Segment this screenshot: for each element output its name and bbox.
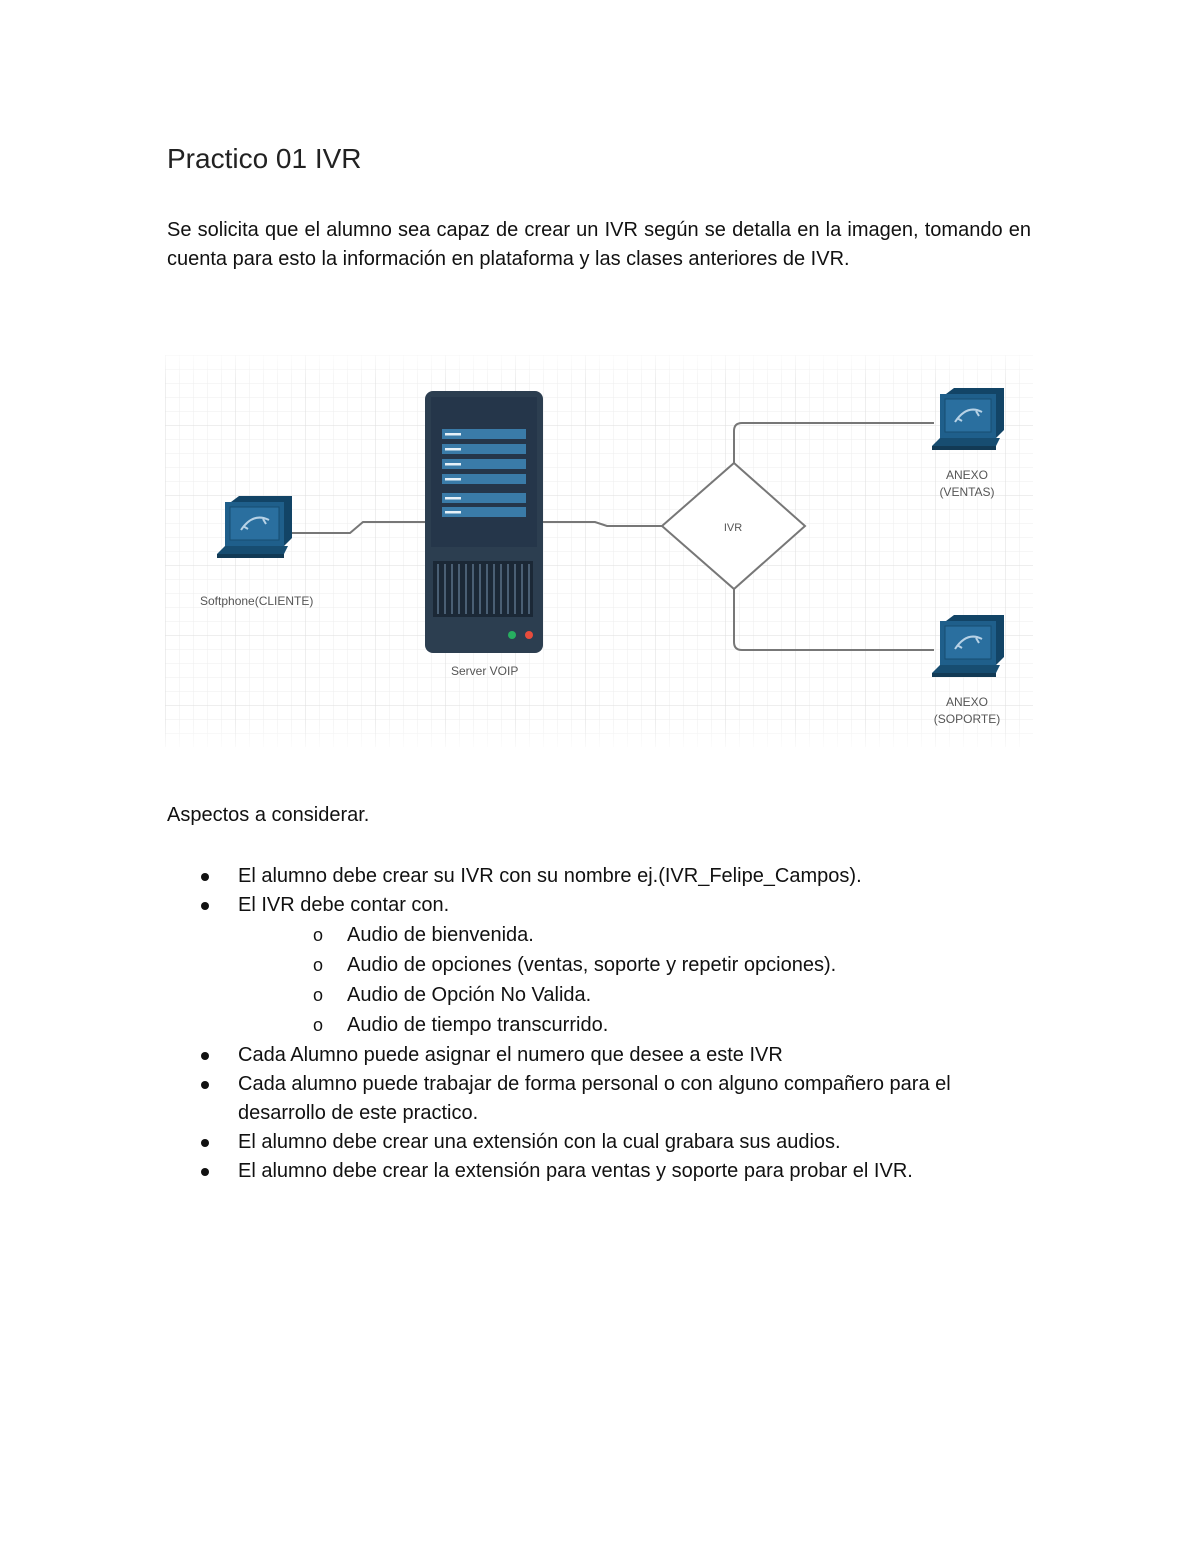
list-item-text: Cada Alumno puede asignar el numero que desee a este IVR (238, 1044, 783, 1066)
anexo-soporte-icon (932, 615, 1004, 677)
list-item-text: Cada alumno puede trabajar de forma personal o con alguno compañero para el desarrollo de este practico. (238, 1073, 951, 1124)
sub-list-item: o Audio de bienvenida. (238, 920, 1028, 950)
anexo-soporte-label-line1: ANEXO (945, 695, 989, 709)
list-item-text: El alumno debe crear una extensión con la cual grabara sus audios. (238, 1131, 841, 1153)
sub-list-item: o Audio de opciones (ventas, soporte y repetir opciones). (238, 950, 1028, 980)
aspects-heading: Aspectos a considerar. (167, 804, 370, 826)
list-item (198, 1157, 1028, 1186)
softphone-label: Softphone(CLIENTE) (200, 594, 314, 608)
sub-list-item: o Audio de Opción No Valida. (238, 980, 1028, 1010)
list-item-text: El alumno debe crear su IVR con su nombre ej.(IVR_Felipe_Campos). (238, 865, 862, 887)
list-item-text: El alumno debe crear la extensión para ventas y soporte para probar el IVR. (238, 1160, 913, 1182)
anexo-ventas-label-line2: (VENTAS) (939, 485, 995, 499)
intro-paragraph: Se solicita que el alumno sea capaz de crear un IVR según se detalla en la imagen, tomando en cuenta para esto la información en plataforma y las clases anteriores de IVR. (167, 219, 1031, 270)
list-item (198, 862, 1028, 891)
list-item (198, 1041, 1028, 1070)
list-item (198, 891, 1028, 1040)
server-icon (425, 391, 543, 653)
anexo-soporte-label-line2: (SOPORTE) (933, 712, 1001, 726)
list-item-text: El IVR debe contar con. (238, 894, 450, 916)
requirements-list (198, 862, 1028, 1186)
anexo-ventas-label-line1: ANEXO (945, 468, 989, 482)
anexo-ventas-icon (932, 388, 1004, 450)
ivr-diagram (165, 355, 1033, 747)
sub-list (238, 920, 1028, 1040)
list-item (198, 1128, 1028, 1157)
softphone-icon (217, 496, 292, 558)
list-item (198, 1070, 1028, 1128)
server-label: Server VOIP (451, 664, 519, 678)
page-title: Practico 01 IVR (167, 143, 362, 174)
sub-list-item: o Audio de tiempo transcurrido. (238, 1010, 1028, 1040)
ivr-label: IVR (723, 522, 743, 534)
